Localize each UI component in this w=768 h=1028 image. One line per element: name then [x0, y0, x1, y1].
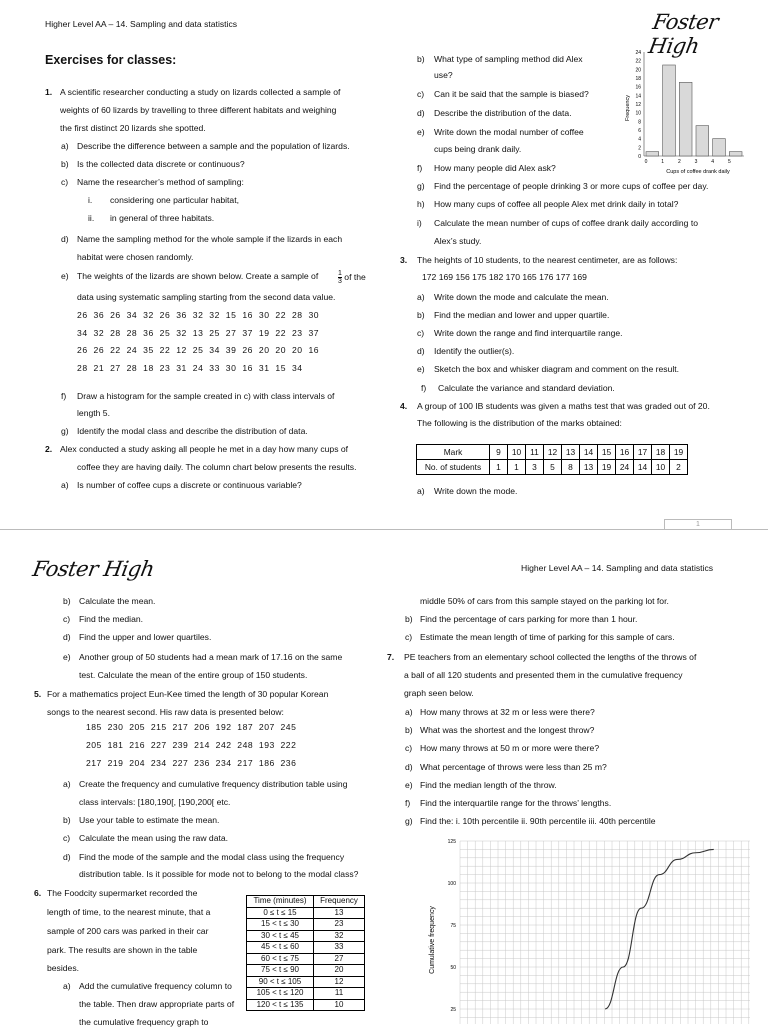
- item-text: the first distinct 20 lizards she spotted.: [60, 123, 206, 133]
- students-cell: 3: [526, 460, 544, 475]
- throws-curve: [605, 849, 714, 1009]
- item-text: class intervals: [180,190[, [190,200[ etc.: [79, 797, 231, 807]
- marks-row-label: Mark: [417, 445, 490, 460]
- page-number: 1: [664, 519, 732, 530]
- item-text: Create the frequency and cumulative frequency distribution table using: [79, 779, 348, 789]
- item-number: c): [417, 89, 425, 99]
- item-text: Find the median and lower and upper quartile.: [434, 310, 610, 320]
- item-text: The Foodcity supermarket recorded the: [47, 888, 198, 898]
- students-cell: 5: [544, 460, 562, 475]
- parking-table-header: [247, 896, 365, 908]
- coffee-ytick: 2: [638, 145, 641, 152]
- item-text: length of time, to the nearest minute, that a: [47, 907, 211, 917]
- parking-row: [247, 942, 365, 954]
- item-number: b): [417, 54, 425, 64]
- item-text: use?: [434, 70, 453, 80]
- mark-cell: 12: [544, 445, 562, 460]
- mark-cell: 19: [670, 445, 688, 460]
- item-number: g): [405, 816, 413, 826]
- parking-cell: 75 < t ≤ 90: [247, 965, 314, 977]
- item-text: Alex conducted a study asking all people he met in a day how many cups of: [60, 444, 349, 454]
- parking-cell: 13: [314, 907, 365, 919]
- item-text: middle 50% of cars from this sample stayed on the parking lot for.: [420, 596, 669, 606]
- item-number: 3.: [400, 255, 408, 265]
- parking-header-cell: Frequency: [314, 896, 365, 908]
- coffee-xtick: 4: [711, 159, 715, 165]
- item-text: What percentage of throws were less than 25 m?: [420, 762, 607, 772]
- item-text: PE teachers from an elementary school collected the lengths of the throws of: [404, 652, 697, 662]
- coffee-xtick: 3: [694, 159, 698, 165]
- parking-cell: 90 < t ≤ 105: [247, 976, 314, 988]
- item-number: a): [61, 480, 69, 490]
- throws-cumulative-chart: [420, 830, 750, 1024]
- coffee-ytick: 22: [635, 58, 641, 65]
- item-text: How many throws at 50 m or more were there?: [420, 743, 600, 753]
- item-number: a): [63, 779, 71, 789]
- item-text: a ball of all 120 students and presented them in the cumulative frequency: [404, 670, 683, 680]
- parking-row: [247, 965, 365, 977]
- item-number: 2.: [45, 444, 53, 454]
- item-text: length 5.: [77, 408, 110, 418]
- coffee-ytick: 24: [635, 50, 641, 56]
- item-text: Find the interquartile range for the throws’ lengths.: [420, 798, 612, 808]
- mark-cell: 10: [508, 445, 526, 460]
- item-text: Another group of 50 students had a mean mark of 17.16 on the same: [79, 652, 343, 662]
- item-text: How many throws at 32 m or less were there?: [420, 707, 595, 717]
- cf-ytick: 50: [450, 965, 456, 971]
- page-header: Higher Level AA – 14. Sampling and data statistics: [45, 19, 238, 29]
- item-number: b): [417, 310, 425, 320]
- item-text: coffee they are having daily. The column chart below presents the results.: [77, 462, 357, 472]
- item-text: How many people did Alex ask?: [434, 163, 556, 173]
- coffee-xtick: 1: [661, 159, 665, 165]
- coffee-ytick: 16: [635, 84, 641, 91]
- item-number: g): [61, 426, 69, 436]
- coffee-xtick: 2: [677, 159, 681, 165]
- item-number: e): [63, 652, 71, 662]
- item-number: e): [417, 127, 425, 137]
- item-text: Find the: i. 10th percentile ii. 90th percentile iii. 40th percentile: [420, 816, 656, 826]
- fraction: [338, 270, 366, 285]
- item-text: weights of 60 lizards by travelling to three different habitats and weighing: [60, 105, 337, 115]
- item-text: Find the median length of the throw.: [420, 780, 557, 790]
- item-number: g): [417, 181, 425, 191]
- parking-cell: 20: [314, 965, 365, 977]
- parking-row: [247, 907, 365, 919]
- item-text: Describe the difference between a sample and the population of lizards.: [77, 141, 350, 151]
- students-cell: 13: [580, 460, 598, 475]
- parking-cell: 105 < t ≤ 120: [247, 988, 314, 1000]
- cf-ytick: 125: [447, 839, 456, 845]
- item-number: 6.: [34, 888, 42, 898]
- cf-ytick: 100: [447, 881, 456, 887]
- item-text: A scientific researcher conducting a study on lizards collected a sample of: [60, 87, 341, 97]
- item-text: Is number of coffee cups a discrete or continuous variable?: [77, 480, 302, 490]
- item-text: What type of sampling method did Alex: [434, 54, 583, 64]
- parking-cell: 33: [314, 942, 365, 954]
- weights-row: 26 26 22 24 35 22 12 25 34 39 26 20 20 20 16: [77, 345, 320, 355]
- songs-row: 185 230 205 215 217 206 192 187 207 245: [86, 722, 297, 732]
- coffee-bar: [729, 152, 742, 156]
- item-number: b): [61, 159, 69, 169]
- item-number: a): [417, 486, 425, 496]
- coffee-ytick: 20: [635, 67, 641, 74]
- item-text: Estimate the mean length of time of parking for this sample of cars.: [420, 632, 675, 642]
- weights-row: 26 36 26 34 32 26 36 32 32 15 16 30 22 28 30: [77, 310, 320, 320]
- item-text: How many cups of coffee all people Alex met drink daily in total?: [434, 199, 679, 209]
- coffee-bar: [713, 139, 726, 156]
- parking-row: [247, 919, 365, 931]
- parking-header-cell: Time (minutes): [247, 896, 314, 908]
- students-cell: 24: [616, 460, 634, 475]
- item-text: Can it be said that the sample is biased?: [434, 89, 589, 99]
- item-number: d): [405, 762, 413, 772]
- item-text: in general of three habitats.: [110, 213, 215, 223]
- parking-row: [247, 953, 365, 965]
- songs-row: 205 181 216 227 239 214 242 248 193 222: [86, 740, 297, 750]
- item-number: f): [61, 391, 67, 401]
- parking-row: [247, 930, 365, 942]
- coffee-ytick: 14: [635, 93, 641, 100]
- school-logo-2: Foster High: [30, 557, 157, 581]
- item-number: f): [421, 383, 427, 393]
- item-text: Write down the modal number of coffee: [434, 127, 584, 137]
- parking-row: [247, 976, 365, 988]
- students-cell: 19: [598, 460, 616, 475]
- parking-cell: 10: [314, 999, 365, 1011]
- item-text: Alex’s study.: [434, 236, 482, 246]
- parking-cell: 23: [314, 919, 365, 931]
- fraction-numerator: 1: [338, 270, 342, 277]
- item-number: ii.: [88, 213, 95, 223]
- item-text: graph seen below.: [404, 688, 474, 698]
- page-separator: [0, 529, 768, 530]
- students-cell: 1: [490, 460, 508, 475]
- coffee-bar: [679, 82, 692, 156]
- item-text: The heights of 10 students, to the nearest centimeter, are as follows:: [417, 255, 678, 265]
- mark-cell: 15: [598, 445, 616, 460]
- item-number: d): [61, 234, 69, 244]
- cf-ytick: 25: [450, 1007, 456, 1013]
- cf-ytick: 75: [450, 923, 456, 929]
- throws-ylabel: Cumulative frequency: [429, 906, 436, 974]
- item-text: Name the researcher’s method of sampling:: [77, 177, 244, 187]
- item-number: d): [417, 346, 425, 356]
- mark-cell: 17: [634, 445, 652, 460]
- coffee-ytick: 4: [638, 136, 641, 143]
- item-text: Find the percentage of people drinking 3 or more cups of coffee per day.: [434, 181, 709, 191]
- item-number: f): [417, 163, 423, 173]
- item-text: considering one particular habitat,: [110, 195, 239, 205]
- page-title: Exercises for classes:: [45, 53, 177, 67]
- item-number: b): [63, 815, 71, 825]
- parking-cell: 27: [314, 953, 365, 965]
- item-number: a): [405, 707, 413, 717]
- item-number: d): [417, 108, 425, 118]
- mark-cell: 14: [580, 445, 598, 460]
- marks-table: [416, 444, 688, 475]
- item-number: d): [63, 852, 71, 862]
- parking-cell: 120 < t ≤ 135: [247, 999, 314, 1011]
- coffee-bar: [696, 126, 709, 156]
- item-text: data using systematic sampling starting from the second data value.: [77, 292, 336, 302]
- item-number: b): [405, 725, 413, 735]
- item-text: Identify the modal class and describe the distribution of data.: [77, 426, 308, 436]
- item-number: 1.: [45, 87, 53, 97]
- weights-row: 28 21 27 28 18 23 31 24 33 30 16 31 15 34: [77, 362, 303, 373]
- students-cell: 14: [634, 460, 652, 475]
- item-text: The following is the distribution of the marks obtained:: [417, 418, 622, 428]
- parking-row: [247, 999, 365, 1011]
- item-number: 4.: [400, 401, 408, 411]
- item-text: Is the collected data discrete or continuous?: [77, 159, 245, 169]
- item-number: c): [61, 177, 69, 187]
- item-number: a): [63, 981, 71, 991]
- item-number: d): [63, 632, 71, 642]
- parking-cell: 32: [314, 930, 365, 942]
- item-number: e): [61, 271, 69, 281]
- coffee-ytick: 0: [638, 154, 641, 160]
- coffee-chart: [618, 46, 748, 176]
- students-row: [417, 460, 688, 475]
- fraction-after: of the: [344, 271, 366, 282]
- weights-row: 34 32 28 28 36 25 32 13 25 27 37 19 22 23 37: [77, 327, 320, 338]
- item-text: Calculate the variance and standard deviation.: [438, 383, 615, 393]
- item-number: 5.: [34, 689, 42, 699]
- parking-table: [246, 895, 365, 1011]
- coffee-bar: [646, 152, 659, 156]
- coffee-bar: [663, 65, 676, 156]
- item-text: Use your table to estimate the mean.: [79, 815, 220, 825]
- parking-cell: 15 < t ≤ 30: [247, 919, 314, 931]
- item-text: For a mathematics project Eun-Kee timed the length of 30 popular Korean: [47, 689, 329, 699]
- item-text: Calculate the mean number of cups of coffee drank daily according to: [434, 218, 699, 228]
- item-text: the cumulative frequency graph to: [79, 1017, 209, 1027]
- item-text: Write down the mode.: [434, 486, 518, 496]
- students-cell: 2: [670, 460, 688, 475]
- item-number: a): [417, 292, 425, 302]
- item-number: i): [417, 218, 422, 228]
- coffee-xlabel: Cups of coffee drank daily: [666, 169, 730, 175]
- item-number: c): [63, 614, 71, 624]
- item-text: Write down the mode and calculate the mean.: [434, 292, 609, 302]
- mark-cell: 9: [490, 445, 508, 460]
- coffee-xtick: 0: [644, 159, 648, 165]
- parking-cell: 45 < t ≤ 60: [247, 942, 314, 954]
- students-cell: 1: [508, 460, 526, 475]
- coffee-ytick: 18: [635, 76, 641, 82]
- coffee-bars: [645, 65, 742, 165]
- item-text: test. Calculate the mean of the entire group of 150 students.: [79, 670, 308, 680]
- item-number: 7.: [387, 652, 395, 662]
- item-text: habitat were chosen randomly.: [77, 252, 194, 262]
- item-text: Add the cumulative frequency column to: [79, 981, 232, 991]
- coffee-xtick: 5: [727, 159, 731, 165]
- students-cell: 10: [652, 460, 670, 475]
- item-text: the table. Then draw appropriate parts of: [79, 999, 235, 1009]
- item-text: park. The results are shown in the table: [47, 945, 198, 955]
- students-cell: 8: [562, 460, 580, 475]
- item-text: sample of 200 cars was parked in their car: [47, 926, 209, 936]
- school-logo: Foster High: [646, 10, 720, 58]
- songs-row: 217 219 204 234 227 236 234 217 186 236: [86, 758, 297, 768]
- item-text: Identify the outlier(s).: [434, 346, 515, 356]
- item-text: Calculate the mean.: [79, 596, 156, 606]
- item-number: c): [405, 632, 413, 642]
- item-number: b): [63, 596, 71, 606]
- item-number: b): [405, 614, 413, 624]
- students-row-label: No. of students: [417, 460, 490, 475]
- mark-cell: 11: [526, 445, 544, 460]
- mark-cell: 18: [652, 445, 670, 460]
- item-number: e): [417, 364, 425, 374]
- page-header-2: Higher Level AA – 14. Sampling and data statistics: [521, 563, 714, 573]
- item-text: Name the sampling method for the whole sample if the lizards in each: [77, 234, 343, 244]
- item-text: cups being drank daily.: [434, 144, 522, 154]
- throws-yticks: [448, 839, 457, 1013]
- coffee-ytick: 10: [635, 110, 641, 117]
- item-text: Find the median.: [79, 614, 144, 624]
- item-number: f): [405, 798, 411, 808]
- item-text: Find the percentage of cars parking for more than 1 hour.: [420, 614, 638, 624]
- item-text: Sketch the box and whisker diagram and comment on the result.: [434, 364, 680, 374]
- parking-cell: 12: [314, 976, 365, 988]
- item-number: a): [61, 141, 69, 151]
- coffee-ytick: 6: [638, 128, 641, 134]
- marks-row: [417, 445, 688, 460]
- parking-cell: 60 < t ≤ 75: [247, 953, 314, 965]
- item-text: A group of 100 IB students was given a maths test that was graded out of 20.: [417, 401, 710, 411]
- mark-cell: 16: [616, 445, 634, 460]
- item-number: c): [63, 833, 71, 843]
- item-number: c): [417, 328, 425, 338]
- item-text: Draw a histogram for the sample created in c) with class intervals of: [77, 391, 335, 401]
- item-text: Calculate the mean using the raw data.: [79, 833, 229, 843]
- parking-cell: 0 ≤ t ≤ 15: [247, 907, 314, 919]
- coffee-ylabel: Frequency: [625, 95, 631, 121]
- item-number: i.: [88, 195, 93, 205]
- item-text: Describe the distribution of the data.: [434, 108, 572, 118]
- mark-cell: 13: [562, 445, 580, 460]
- item-text: What was the shortest and the longest throw?: [420, 725, 595, 735]
- item-text: distribution table. Is it possible for mode not to belong to the modal class?: [79, 869, 359, 879]
- item-number: c): [405, 743, 413, 753]
- item-number: e): [405, 780, 413, 790]
- item-number: h): [417, 199, 425, 209]
- item-text: 172 169 156 175 182 170 165 176 177 169: [422, 272, 587, 282]
- item-text: Write down the range and find interquartile range.: [434, 328, 623, 338]
- throws-grid: [460, 841, 750, 1024]
- parking-cell: 30 < t ≤ 45: [247, 930, 314, 942]
- parking-row: [247, 988, 365, 1000]
- item-text: Find the mode of the sample and the modal class using the frequency: [79, 852, 345, 862]
- fraction-denominator: 3: [338, 278, 342, 285]
- item-text: songs to the nearest second. His raw data is presented below:: [47, 707, 284, 717]
- item-text: Find the upper and lower quartiles.: [79, 632, 212, 642]
- item-text: besides.: [47, 963, 80, 973]
- item-text: The weights of the lizards are shown below. Create a sample of: [77, 271, 319, 281]
- coffee-ytick: 8: [638, 119, 641, 126]
- parking-cell: 11: [314, 988, 365, 1000]
- coffee-ytick: 12: [635, 102, 641, 108]
